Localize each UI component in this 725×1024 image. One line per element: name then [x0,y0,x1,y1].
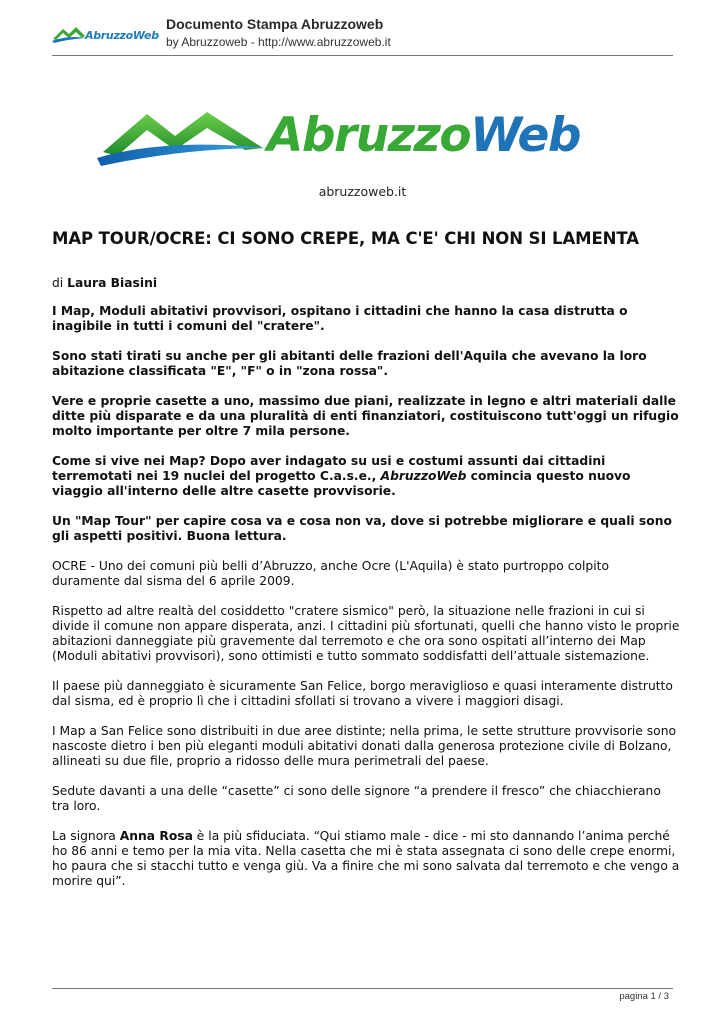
publication-name: AbruzzoWeb [380,469,467,483]
lead-text: comincia questo nuovo viaggio all'interno delle altre casette provvisorie. [52,469,631,498]
body-paragraph: Il paese più danneggiato è sicuramente San Felice, borgo meraviglioso e quasi interamente distrutto dal sisma, ed è proprio lì che i cittadini sfollati si trovano a vivere i maggiori disagi. [52,679,673,708]
body-paragraph: I Map a San Felice sono distribuiti in due aree distinte; nella prima, le sette strutture provvisorie sono nascoste dietro i ben più eleganti moduli abitativi donati dalla generosa protezione civile di Bolzano, allineati su due file, proprio a ridosso delle mura perimetrali del paese. [52,724,677,768]
logo-word-web: Web [470,108,581,163]
document-title: Documento Stampa Abruzzoweb [166,16,384,32]
logo-word-abruzzo: Abruzzo [267,108,471,163]
person-name: Anna Rosa [119,829,193,843]
page-number: pagina 1 / 3 [619,991,669,1002]
site-logo [95,104,605,174]
lead-paragraph: Sono stati tirati su anche per gli abitanti delle frazioni dell'Aquila che avevano la loro abitazione classificata "E", "F" o in "zona rossa". [52,349,647,378]
lead-paragraph: Vere e proprie casette a uno, massimo due piani, realizzate in legno e altri materiali dalle ditte più disparate e da una pluralità di enti finanziatori, costituiscono tutt'oggi un rifugio molto importante per oltre 7 mila persone. [52,394,679,438]
body-paragraph: Rispetto ad altre realtà del cosiddetto "cratere sismico" però, la situazione nelle frazioni in cui si divide il comune non appare disperata, anzi. I cittadini più sfortunati, quelli che hanno visto le proprie abitazioni danneggiate più gravemente dal terremoto e che ora sono ospitati all’interno dei Map (Moduli abitativi provvisori), sono ottimisti e tutto sommato soddisfatti dell’attuale sistemazione. [52,604,680,663]
body-text: è la più sfiduciata. “Qui stiamo male - dice - mi sto dannando l’anima perché ho 86 anni e temo per la mia vita. Nella casetta che mi è stata assegnata ci sono delle crepe enormi, ho paura che si stacchi tutto e venga giù. Va a finire che mi sono salvata dal terremoto e che vengo a morire qui”. [52,829,680,888]
header-divider [52,55,673,56]
lead-paragraph: I Map, Moduli abitativi provvisori, ospitano i cittadini che hanno la casa distrutta o inagibile in tutti i comuni del "cratere". [52,304,628,333]
document-header [52,14,672,54]
header-logo-text: AbruzzoWeb [85,29,159,42]
lead-paragraph [52,454,680,499]
body-paragraph [52,829,680,889]
mountain-logo-icon [95,104,275,174]
article-title: MAP TOUR/OCRE: CI SONO CREPE, MA C'E' CHI NON SI LAMENTA [52,229,639,248]
site-logo-text [267,106,580,166]
body-text: La signora [52,829,120,843]
lead-text: Come si vive nei Map? Dopo aver indagato su usi e costumi assunti dai cittadini terremotati nei 19 nuclei del progetto C.a.s.e., [52,454,606,483]
lead-paragraph: Un "Map Tour" per capire cosa va e cosa non va, dove si potrebbe migliorare e quali sono gli aspetti positivi. Buona lettura. [52,514,672,543]
byline-prefix: di [52,276,68,290]
mountain-icon [52,18,86,48]
body-paragraph: OCRE - Uno dei comuni più belli d’Abruzzo, anche Ocre (L'Aquila) è stato purtroppo colpito duramente dal sisma del 6 aprile 2009. [52,559,609,588]
header-logo [52,18,160,48]
byline [52,276,680,291]
site-caption: abruzzoweb.it [318,184,407,199]
body-paragraph: Sedute davanti a una delle “casette” ci sono delle signore “a prendere il fresco” che chiacchierano tra loro. [52,784,661,813]
article-body [52,276,680,904]
footer-divider [52,988,673,989]
author-name: Laura Biasini [67,276,158,290]
document-source: by Abruzzoweb - http://www.abruzzoweb.it [166,35,391,49]
